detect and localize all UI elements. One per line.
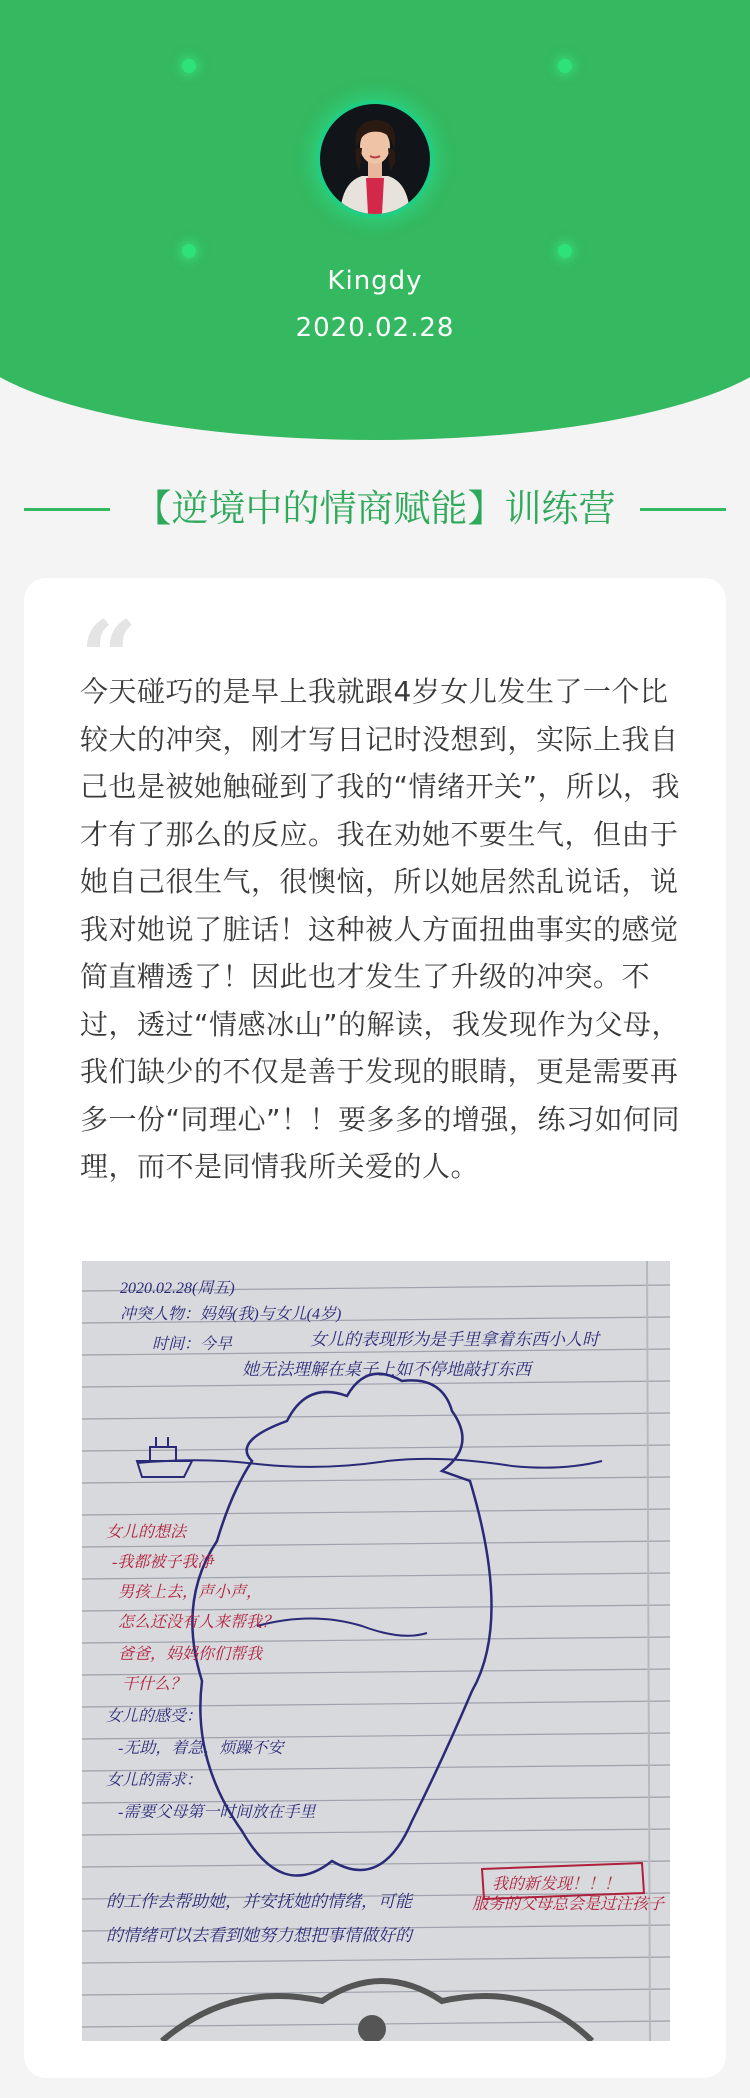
note-top-line-1: 女儿的表现形为是手里拿着东西小人时	[310, 1330, 599, 1349]
note-feeling-item: -无助，着急，烦躁不安	[118, 1740, 284, 1757]
avatar-image	[320, 104, 430, 214]
note-time-line: 时间：今早	[152, 1336, 233, 1353]
note-left-item: -我都被子我净	[112, 1554, 214, 1571]
note-bottom-line-2: 的情绪可以去看到她努力想把事情做好的	[106, 1926, 412, 1945]
header-banner	[0, 0, 750, 440]
note-bottom-line-1: 的工作去帮助她，并安抚她的情绪，可能	[106, 1892, 412, 1911]
svg-text:我的新发现！！！: 我的新发现！！！	[492, 1876, 621, 1893]
decor-dot	[182, 59, 196, 73]
decor-dot	[182, 244, 196, 258]
post-card	[24, 578, 726, 2078]
post-text: 今天碰巧的是早上我就跟4岁女儿发生了一个比较大的冲突，刚才写日记时没想到，实际上我自己也是被她触碰到了我的“情绪开关”，所以，我才有了那么的反应。我在劝她不要生气，但由于她自己很生气，很懊恼，所以她居然乱说话，说我对她说了脏话！这种被人方面扭曲事实的感觉简直糟透了！因此也才发生了升级的冲突。不过，透过“情感冰山”的解读，我发现作为父母，我们缺少的不仅是善于发现的眼睛，更是需要再多一份“同理心”！！要多多的增强，练习如何同理，而不是同情我所关爱的人。	[80, 675, 681, 1183]
avatar[interactable]	[316, 100, 434, 218]
decor-dot	[558, 244, 572, 258]
note-left-item: 爸爸，妈妈你们帮我	[118, 1646, 263, 1663]
note-top-line-2: 她无法理解在桌子上如不停地敲打东西	[242, 1360, 531, 1379]
note-people-line: 冲突人物：妈妈(我)与女儿(4岁)	[120, 1306, 342, 1323]
post-date: 2020.02.28	[295, 313, 455, 343]
note-bottom-red: 服务的父母总会是过注孩子	[472, 1896, 665, 1913]
note-need-heading: 女儿的需求：	[106, 1772, 203, 1789]
note-left-heading: 女儿的想法	[106, 1524, 187, 1541]
notebook-photo[interactable]	[82, 1261, 670, 2041]
title-divider-right	[640, 508, 726, 511]
note-need-item: -需要父母第一时间放在手里	[118, 1804, 316, 1821]
note-left-item: 干什么？	[122, 1676, 187, 1693]
note-date-line: 2020.02.28(周五)	[120, 1280, 235, 1297]
left-quote-icon: “	[80, 599, 138, 717]
author-name: Kingdy	[327, 266, 423, 296]
note-feeling-heading: 女儿的感受：	[106, 1708, 203, 1725]
note-left-item: 怎么还没有人来帮我？	[118, 1614, 279, 1631]
section-title: 【逆境中的情商赋能】训练营	[134, 487, 616, 530]
decor-dot	[558, 59, 572, 73]
note-left-item: 男孩上去，声小声，	[118, 1584, 263, 1601]
